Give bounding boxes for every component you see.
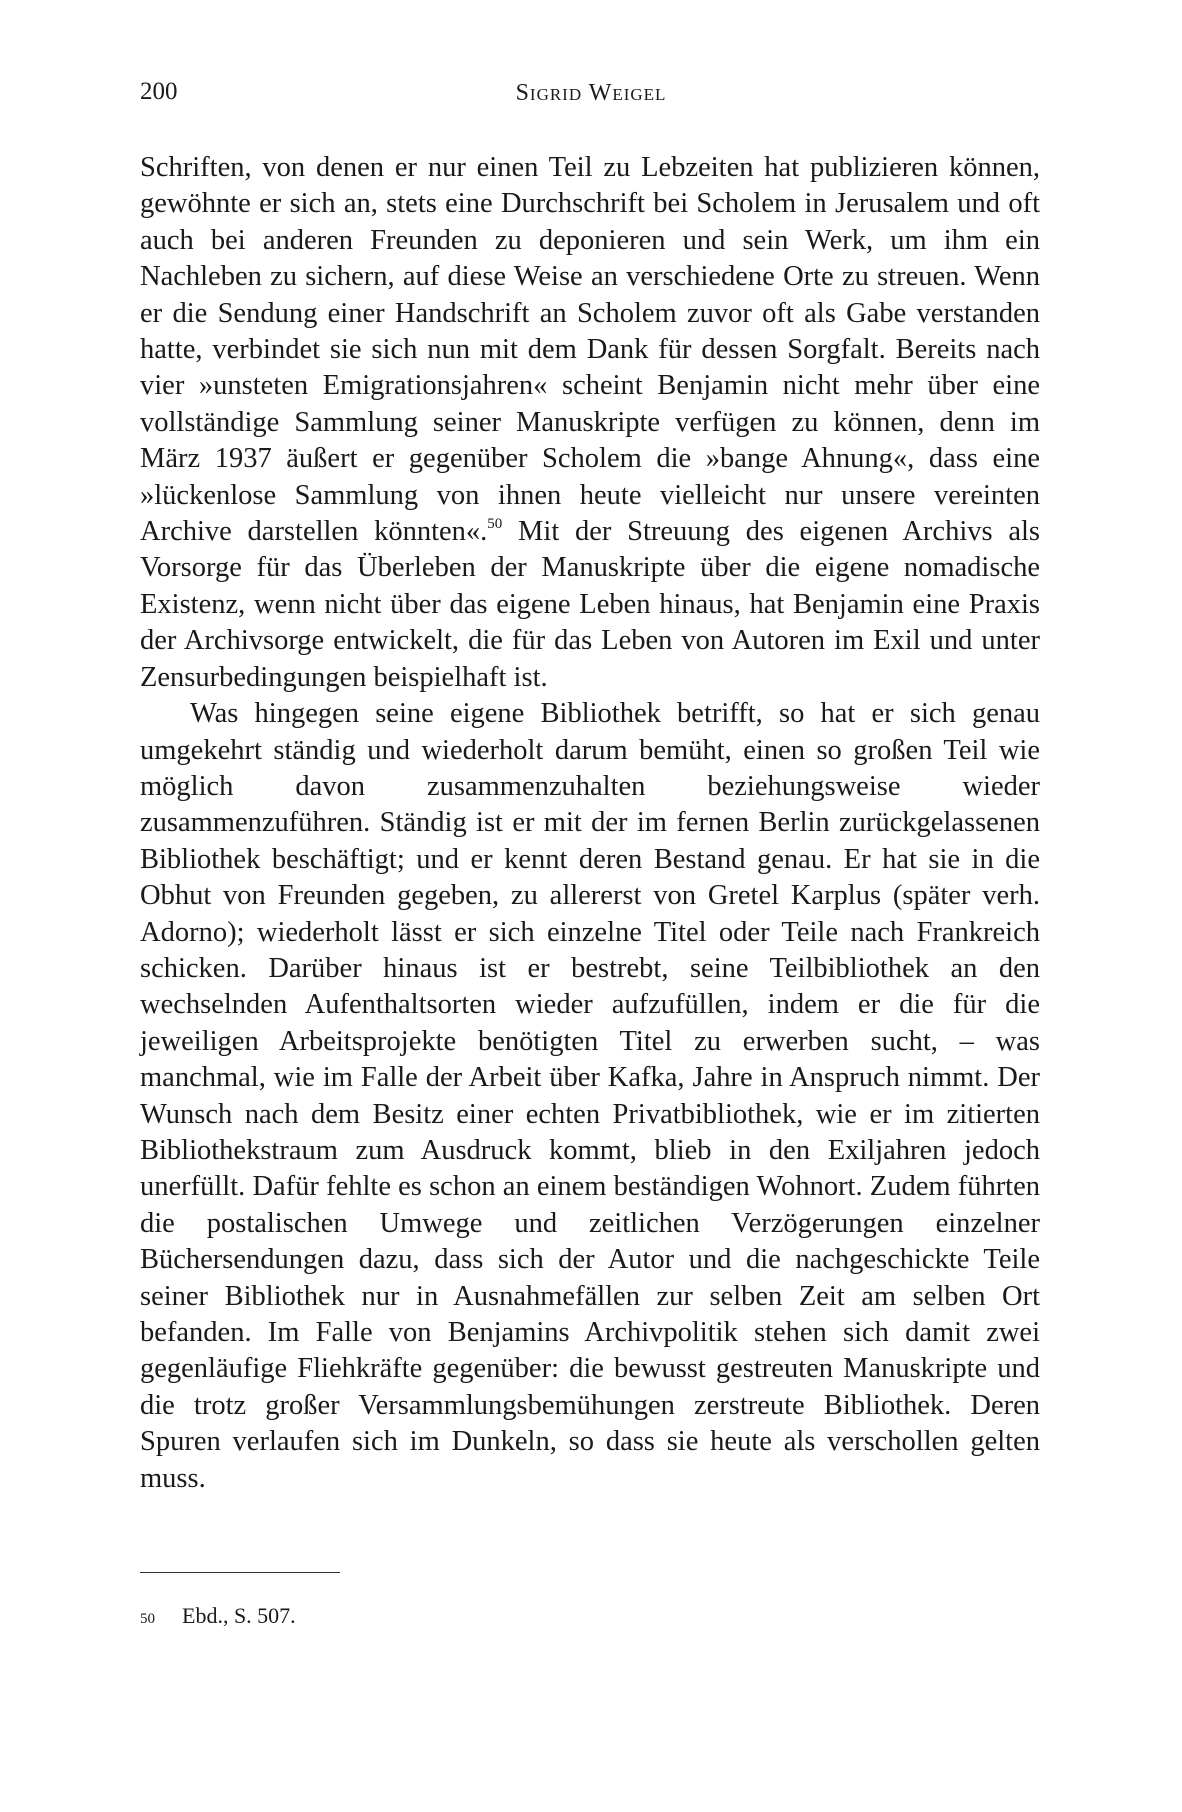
paragraph-1-text-a: Schriften, von denen er nur einen Teil zu Lebzeiten hat publizieren können, gewöhnte er sich an, stets eine Durchschrift bei Scholem in Jerusalem und oft auch bei anderen Freunden zu deponieren und sein Werk, um ihm ein Nachleben zu sichern, auf diese Weise an verschiedene Orte zu streuen. Wenn er die Sendung einer Handschrift an Scholem zuvor oft als Gabe verstanden hatte, verbindet sie sich nun mit dem Dank für dessen Sorgfalt. Bereits nach vier »unsteten Emigrationsjahren« scheint Benjamin nicht mehr über eine vollständige Sammlung seiner Manuskripte verfügen zu können, denn im März 1937 äußert er gegenüber Scholem die »bange Ahnung«, dass eine »lückenlose Sammlung von ihnen heute vielleicht nur unsere vereinten Archive darstellen könnten«. (140, 152, 1040, 548)
body-text (140, 150, 1040, 1497)
running-head: Sigrid Weigel (515, 80, 667, 106)
page-number: 200 (140, 78, 178, 105)
paragraph-1-text-b: Mit der Streuung des eigenen Archivs als Vorsorge für das Überleben der Manuskripte über die eigene nomadische Existenz, wenn nicht über das eigene Leben hinaus, hat Benjamin eine Praxis der Archivsorge entwickelt, die für das Leben von Autoren im Exil und unter Zensurbedingungen beispielhaft ist. (140, 516, 1040, 693)
footnote-divider (140, 1572, 340, 1573)
footnote-reference[interactable]: 50 (487, 516, 503, 533)
footnote (140, 1602, 296, 1633)
footnote-text: Ebd., S. 507. (182, 1603, 296, 1628)
paragraph-2: Was hingegen seine eigene Bibliothek betrifft, so hat er sich genau umgekehrt ständig und wiederholt darum bemüht, einen so großen Teil wie möglich davon zusammenzuhalten beziehungsweise wieder zusammenzuführen. Ständig ist er mit der im fernen Berlin zurückgelassenen Bibliothek beschäftigt; und er kennt deren Bestand genau. Er hat sie in die Obhut von Freunden gegeben, zu allererst von Gretel Karplus (später verh. Adorno); wiederholt lässt er sich einzelne Titel oder Teile nach Frankreich schicken. Darüber hinaus ist er bestrebt, seine Teilbibliothek an den wechselnden Aufenthaltsorten wieder aufzufüllen, indem er die für die jeweiligen Arbeitsprojekte benötigten Titel zu erwerben sucht, – was manchmal, wie im Falle der Arbeit über Kafka, Jahre in Anspruch nimmt. Der Wunsch nach dem Besitz einer echten Privatbibliothek, wie er im zitierten Bibliothekstraum zum Ausdruck kommt, blieb in den Exiljahren jedoch unerfüllt. Dafür fehlte es schon an einem beständigen Wohnort. Zudem führten die postalischen Umwege und zeitlichen Verzögerungen einzelner Büchersendungen dazu, dass sich der Autor und die nachgeschickte Teile seiner Bibliothek nur in Ausnahmefällen zur selben Zeit am selben Ort befanden. Im Falle von Benjamins Archivpolitik stehen sich damit zwei gegenläufige Fliehkräfte gegenüber: die bewusst gestreuten Manuskripte und die trotz großer Versammlungsbemühungen zerstreute Bibliothek. Deren Spuren verlaufen sich im Dunkeln, so dass sie heute als verschollen gelten muss. (140, 698, 1040, 1494)
footnote-number: 50 (140, 1611, 155, 1627)
paragraph-1 (140, 150, 1040, 696)
